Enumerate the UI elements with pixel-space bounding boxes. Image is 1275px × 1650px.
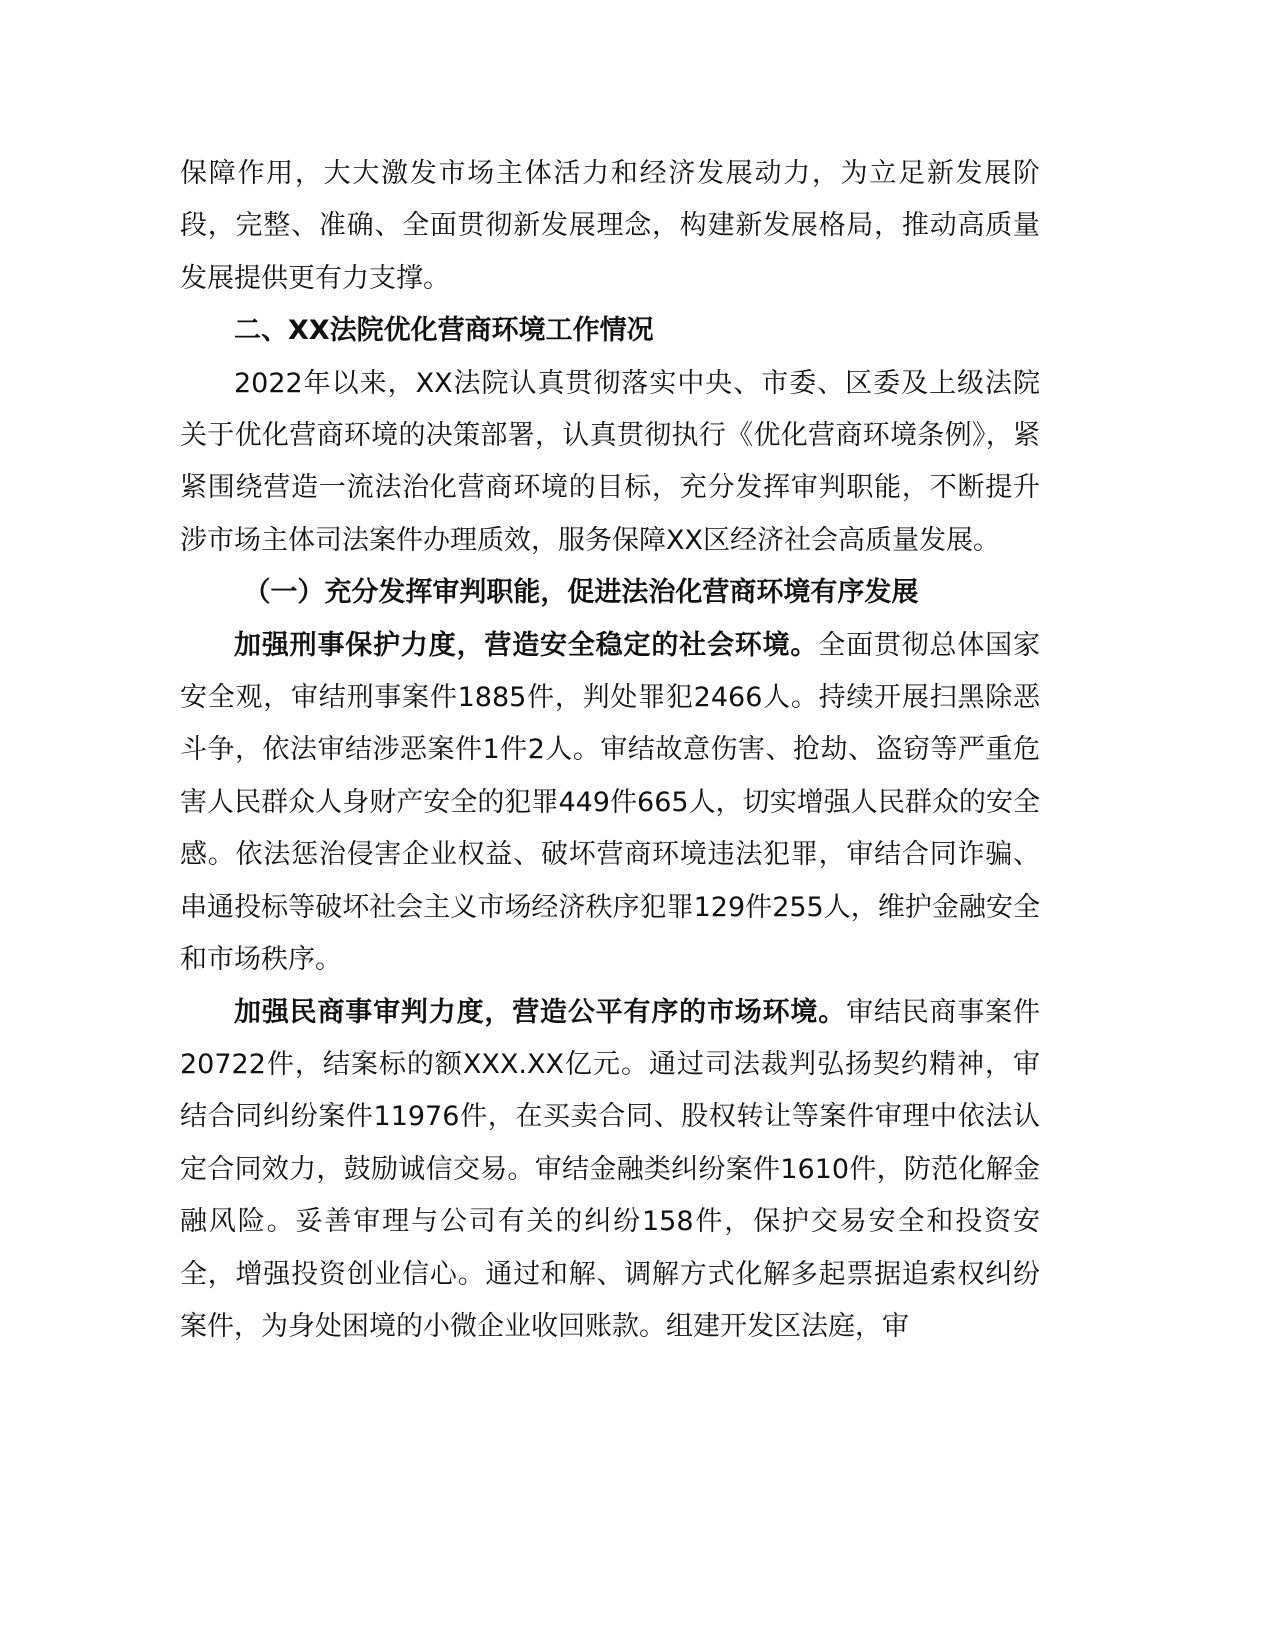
- criminal-paragraph-body: 全面贯彻总体国家安全观，审结刑事案件1885件，判处罪犯2466人。持续开展扫黑除恶斗争，依法审结涉恶案件1件2人。审结故意伤害、抢劫、盗窃等严重危害人民群众人身财产安全的犯罪449件665人，切实增强人民群众的安全感。依法惩治侵害企业权益、破坏营商环境违法犯罪，审结合同诈骗、串通投标等破坏社会主义市场经济秩序犯罪129件255人，维护金融安全和市场秩序。: [180, 629, 1040, 976]
- civil-paragraph: [180, 987, 1040, 1354]
- intro-paragraph: 2022年以来，XX法院认真贯彻落实中央、市委、区委及上级法院关于优化营商环境的决策部署，认真贯彻执行《优化营商环境条例》，紧紧围绕营造一流法治化营商环境的目标，充分发挥审判职能，不断提升涉市场主体司法案件办理质效，服务保障XX区经济社会高质量发展。: [180, 367, 1040, 556]
- section-heading: 二、XX法院优化营商环境工作情况: [234, 315, 654, 347]
- continued-paragraph: 保障作用，大大激发市场主体活力和经济发展动力，为立足新发展阶段，完整、准确、全面贯彻新发展理念，构建新发展格局，推动高质量发展提供更有力支撑。: [180, 158, 1040, 294]
- subsection-heading: （一）充分发挥审判职能，促进法治化营商环境有序发展: [243, 577, 919, 609]
- criminal-paragraph: [180, 620, 1040, 987]
- document-page: [180, 148, 1040, 1353]
- criminal-paragraph-lead: 加强刑事保护力度，营造安全稳定的社会环境。: [234, 629, 819, 661]
- civil-paragraph-body: 审结民商事案件20722件，结案标的额XXX.XX亿元。通过司法裁判弘扬契约精神，审结合同纠纷案件11976件，在买卖合同、股权转让等案件审理中依法认定合同效力，鼓励诚信交易。审结金融类纠纷案件1610件，防范化解金融风险。妥善审理与公司有关的纠纷158件，保护交易安全和投资安全，增强投资创业信心。通过和解、调解方式化解多起票据追索权纠纷案件，为身处困境的小微企业收回账款。组建开发区法庭，审: [180, 996, 1041, 1342]
- civil-paragraph-lead: 加强民商事审判力度，营造公平有序的市场环境。: [234, 996, 847, 1028]
